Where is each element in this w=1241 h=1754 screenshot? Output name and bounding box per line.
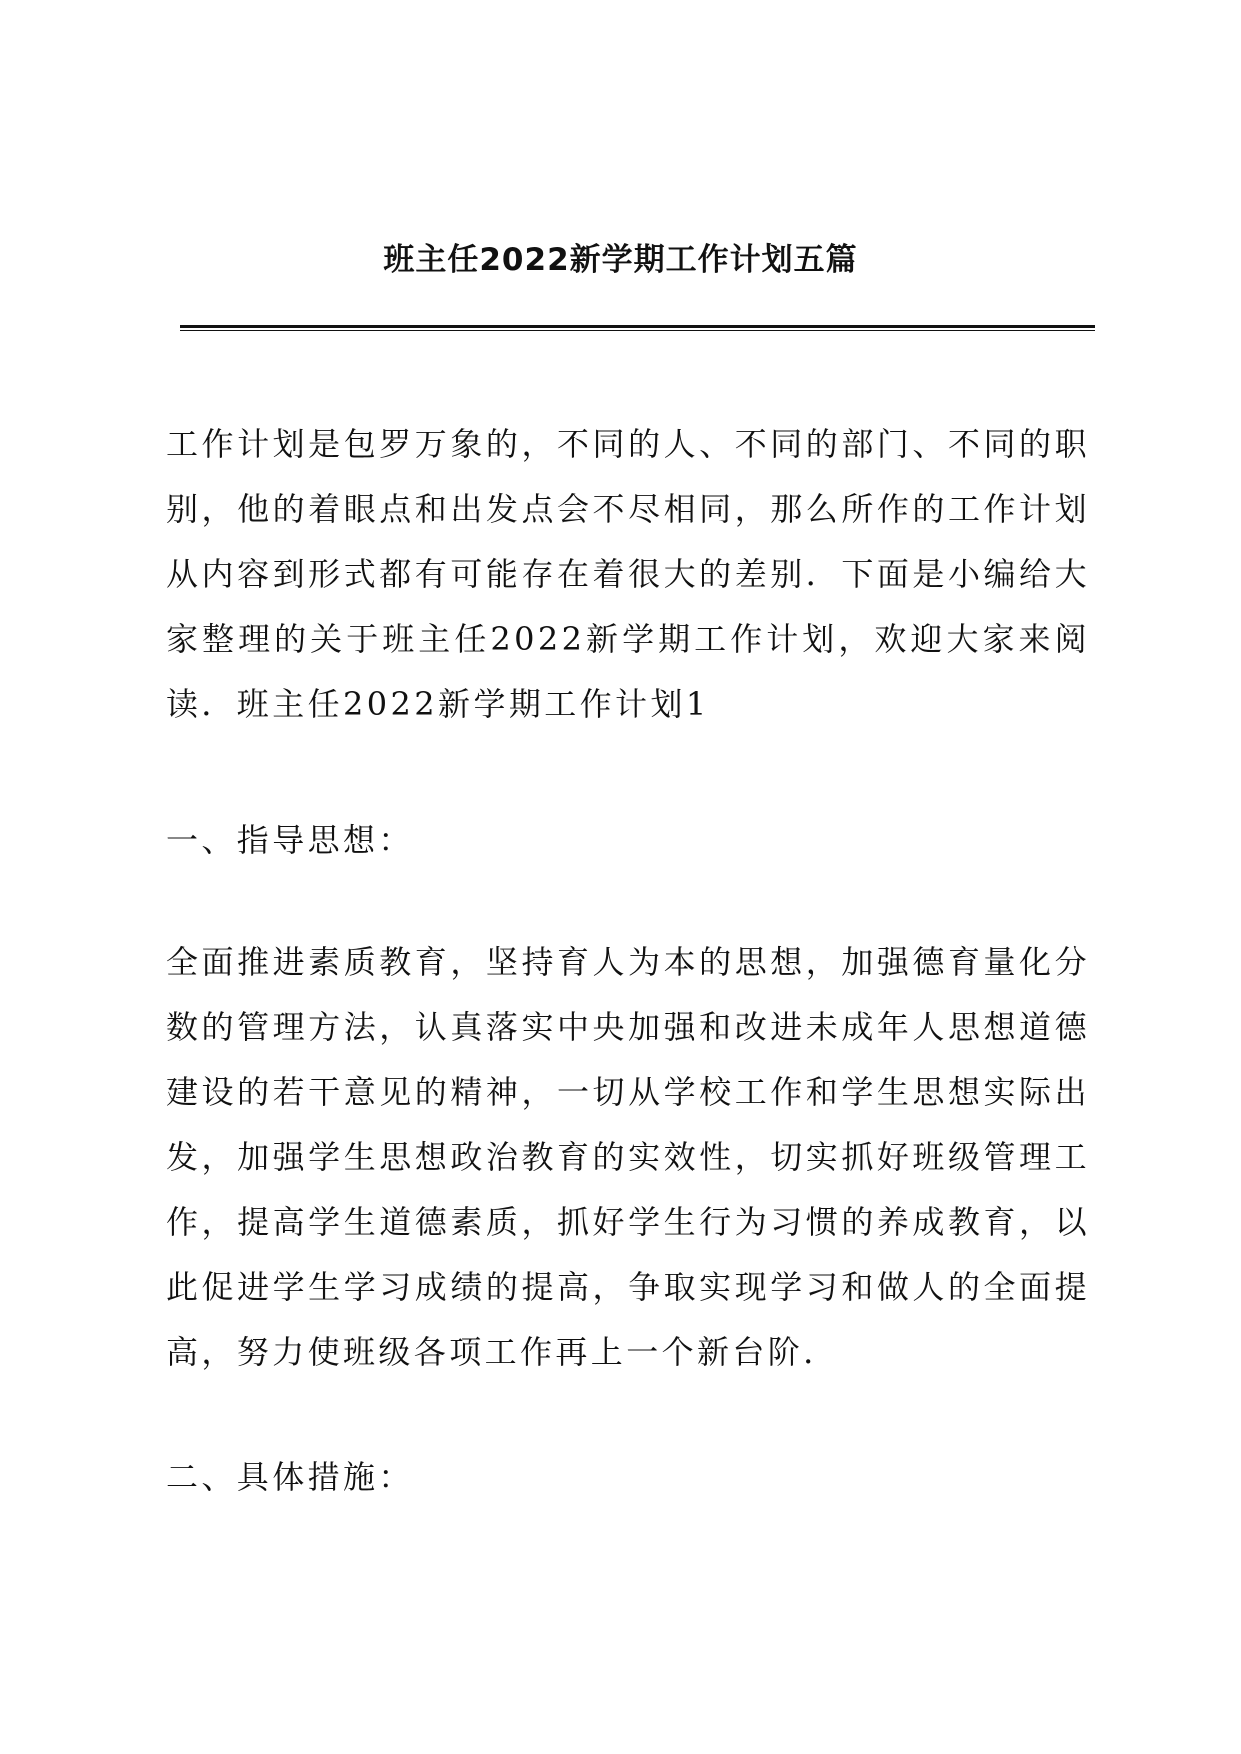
document-title: 班主任2022新学期工作计划五篇 bbox=[383, 242, 858, 278]
title-underline-thin bbox=[180, 330, 1095, 331]
section-heading-specific-measures: 二、具体措施： bbox=[166, 1458, 414, 1496]
section-heading-guiding-ideology: 一、指导思想： bbox=[166, 821, 414, 859]
title-underline-thick bbox=[180, 325, 1095, 328]
guiding-ideology-paragraph: 全面推进素质教育，坚持育人为本的思想，加强德育量化分数的管理方法，认真落实中央加强和改进未成年人思想道德建设的若干意见的精神，一切从学校工作和学生思想实际出发，加强学生思想政治教育的实效性，切实抓好班级管理工作，提高学生道德素质，抓好学生行为习惯的养成教育，以此促进学生学习成绩的提高，争取实现学习和做人的全面提高，努力使班级各项工作再上一个新台阶． bbox=[166, 943, 1090, 1371]
intro-paragraph: 工作计划是包罗万象的，不同的人、不同的部门、不同的职别，他的着眼点和出发点会不尽相同，那么所作的工作计划从内容到形式都有可能存在着很大的差别．下面是小编给大家整理的关于班主任2022新学期工作计划，欢迎大家来阅读．班主任2022新学期工作计划1 bbox=[166, 425, 1090, 723]
